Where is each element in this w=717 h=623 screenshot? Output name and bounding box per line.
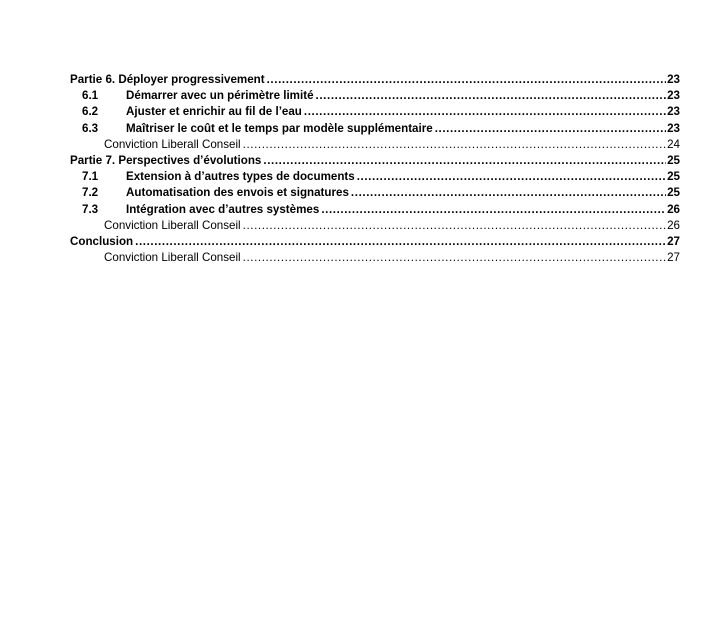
dot-leader: [243, 218, 666, 234]
toc-entry-7-3[interactable]: [70, 202, 680, 218]
toc-entry-partie-7[interactable]: [70, 153, 680, 169]
toc-entry-title: Partie 7. Perspectives d’évolutions: [70, 153, 262, 167]
toc-entry-page: 23: [667, 89, 680, 103]
dot-leader: [135, 234, 666, 250]
table-of-contents: [70, 72, 680, 266]
toc-entry-number: 6.1: [82, 89, 99, 103]
toc-entry-title: Conviction Liberall Conseil: [104, 251, 241, 265]
toc-entry-title: Ajuster et enrichir au fil de l’eau: [126, 105, 302, 119]
toc-entry-title: Extension à d’autres types de documents: [126, 170, 355, 184]
toc-entry-number: 7.1: [82, 170, 99, 184]
dot-leader: [304, 104, 666, 120]
toc-entry-page: 26: [667, 202, 680, 216]
toc-entry-title: Conclusion: [70, 234, 134, 248]
toc-entry-6-2[interactable]: [70, 104, 680, 120]
toc-entry-conviction-2[interactable]: [70, 218, 680, 234]
toc-entry-page: 27: [667, 234, 680, 248]
toc-entry-page: 25: [667, 186, 680, 200]
toc-entry-title: Intégration avec d’autres systèmes: [126, 202, 320, 216]
toc-entry-page: 27: [667, 251, 680, 265]
dot-leader: [263, 153, 666, 169]
dot-leader: [243, 137, 666, 153]
toc-entry-7-1[interactable]: [70, 169, 680, 185]
toc-entry-title: Partie 6. Déployer progressivement: [70, 73, 265, 86]
toc-entry-page: 23: [667, 121, 680, 135]
toc-entry-title: Conviction Liberall Conseil: [104, 137, 241, 151]
toc-entry-7-2[interactable]: [70, 185, 680, 201]
toc-entry-number: 6.2: [82, 105, 99, 119]
dot-leader: [321, 202, 666, 218]
toc-entry-title: Automatisation des envois et signatures: [126, 186, 349, 200]
toc-entry-conviction-3[interactable]: [70, 250, 680, 266]
dot-leader: [435, 121, 666, 137]
toc-entry-page: 23: [667, 105, 680, 119]
dot-leader: [357, 169, 666, 185]
toc-entry-page: 25: [667, 170, 680, 184]
toc-entry-6-1[interactable]: [70, 88, 680, 104]
toc-entry-6-3[interactable]: [70, 121, 680, 137]
toc-entry-page: 24: [667, 137, 680, 151]
toc-entry-number: 7.2: [82, 186, 99, 200]
dot-leader: [243, 250, 666, 266]
dot-leader: [316, 88, 667, 104]
toc-entry-conclusion[interactable]: [70, 234, 680, 250]
dot-leader: [351, 185, 666, 201]
toc-entry-page: 25: [667, 153, 680, 167]
dot-leader: [267, 72, 666, 88]
toc-entry-number: 7.3: [82, 202, 99, 216]
toc-entry-title: Démarrer avec un périmètre limité: [126, 89, 314, 103]
toc-entry-conviction-1[interactable]: [70, 137, 680, 153]
toc-entry-title: Maîtriser le coût et le temps par modèle supplémentaire: [126, 121, 433, 135]
toc-entry-number: 6.3: [82, 121, 99, 135]
toc-entry-page: 26: [667, 218, 680, 232]
toc-entry-partie-6[interactable]: [70, 72, 680, 88]
toc-entry-page: 23: [667, 73, 680, 86]
toc-entry-title: Conviction Liberall Conseil: [104, 218, 241, 232]
